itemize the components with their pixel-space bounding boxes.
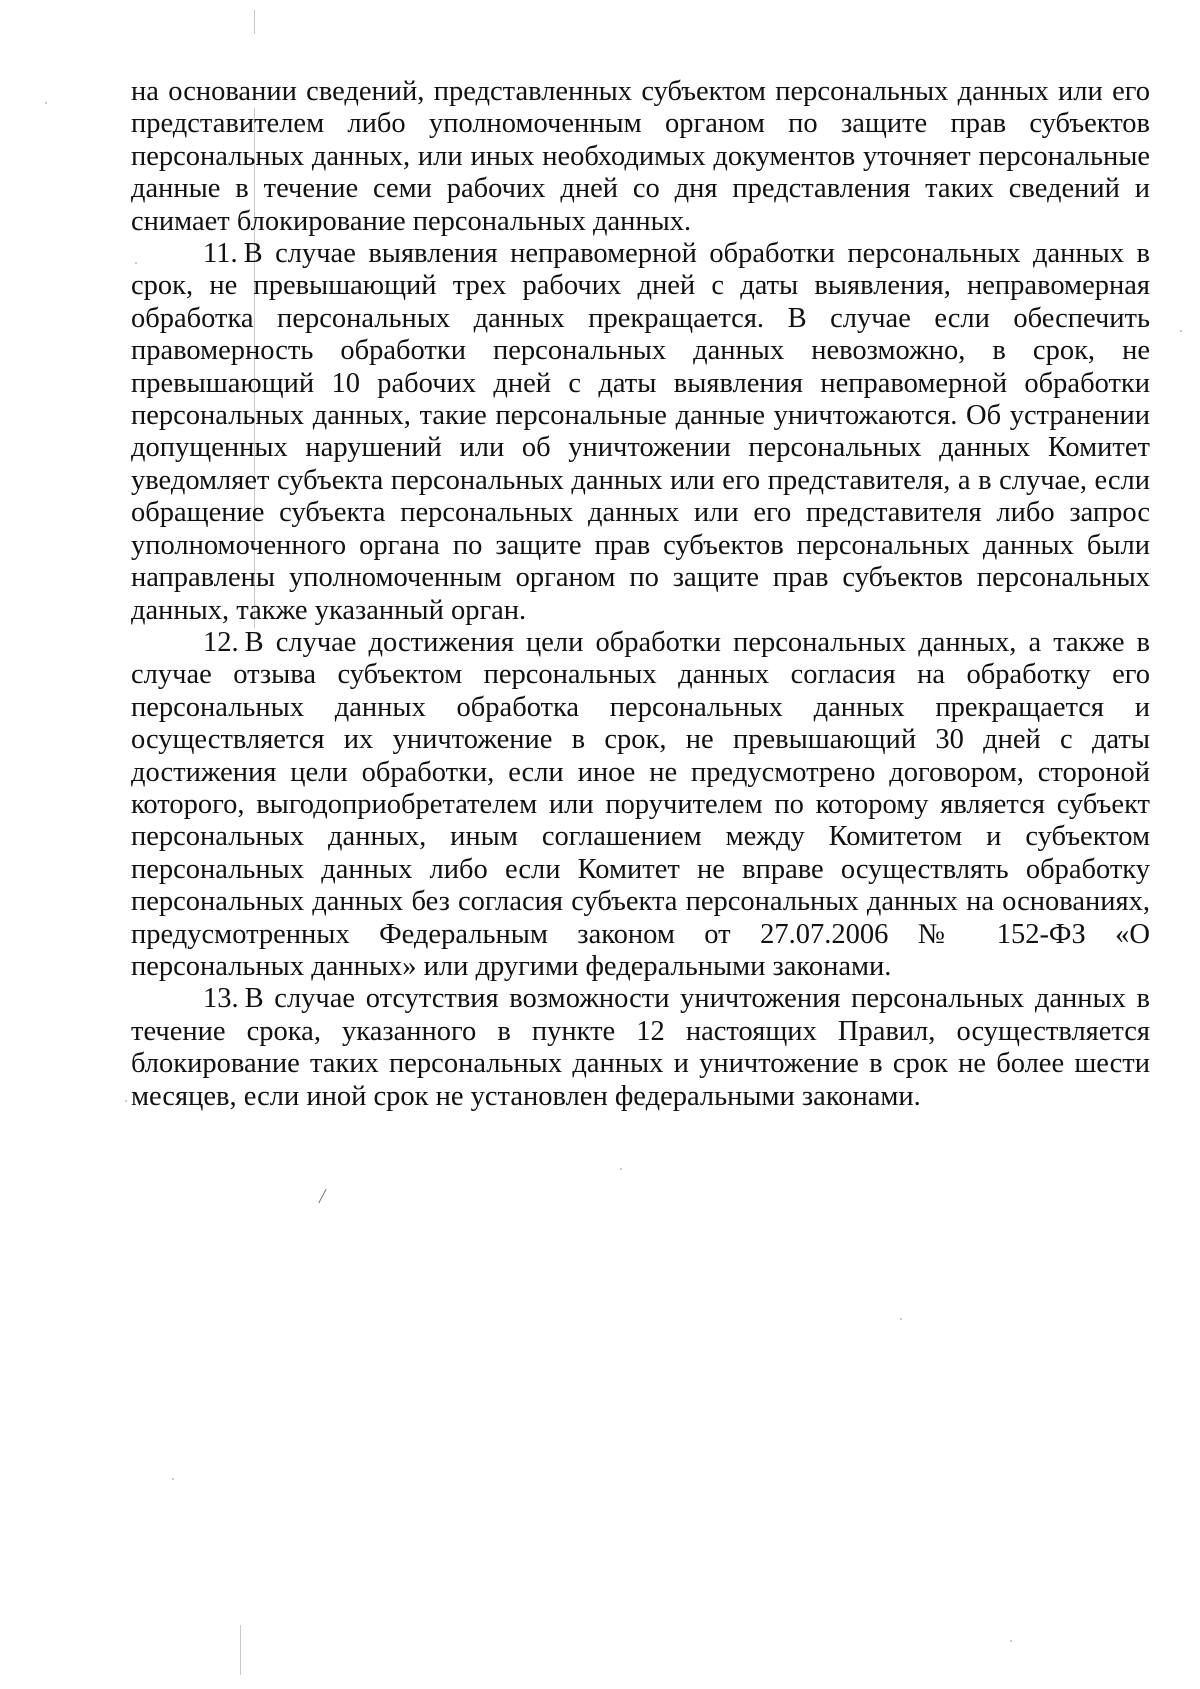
paragraph-continuation — [131, 76, 1150, 238]
paragraph-number: 11. — [203, 238, 238, 270]
scan-fold-line-bottom — [240, 1625, 241, 1675]
paragraph-11 — [131, 238, 1150, 627]
scan-pen-mark — [318, 1189, 326, 1204]
scan-speck — [125, 1100, 127, 1102]
paragraph-number: 12. — [203, 626, 239, 658]
scan-speck — [620, 1168, 622, 1170]
paragraph-13 — [131, 983, 1150, 1113]
scan-speck — [1010, 1640, 1012, 1642]
scan-speck — [172, 1478, 174, 1480]
paragraph-text: на основании сведений, представленных субъектом персональных данных или его представителем либо уполномоченным органом по защите прав субъектов персональных данных, или иных необходимых документов уточняет персональные данные в течение семи рабочих дней со дня представления таких сведений и снимает блокирование персональных данных. — [131, 76, 1150, 237]
document-body — [131, 76, 1150, 1113]
paragraph-text: В случае достижения цели обработки персональных данных, а также в случае отзыва субъектом персональных данных согласия на обработку его персональных данных обработка персональных данных прекращается и осуществляется их уничтожение в срок, не превышающий 30 дней с даты достижения цели обработки, если иное не предусмотрено договором, стороной которого, выгодоприобретателем или поручителем по которому является субъект персональных данных, иным соглашением между Комитетом и субъектом персональных данных либо если Комитет не вправе осуществлять обработку персональных данных без согласия субъекта персональных данных на основаниях, предусмотренных Федеральным законом от 27.07.2006 № 152-ФЗ «О персональных данных» или другими федеральными законами. — [131, 626, 1150, 982]
paragraph-text: В случае отсутствия возможности уничтожения персональных данных в течение срока, указанного в пункте 12 настоящих Правил, осуществляется блокирование таких персональных данных и уничтожение в срок не более шести месяцев, если иной срок не установлен федеральными законами. — [131, 983, 1150, 1112]
scan-speck — [1180, 330, 1182, 332]
scan-fold-line-top — [254, 10, 255, 34]
paragraph-number: 13. — [203, 983, 239, 1015]
scan-speck — [45, 102, 47, 104]
paragraph-12 — [131, 627, 1150, 983]
paragraph-text: В случае выявления неправомерной обработки персональных данных в срок, не превышающий трех рабочих дней с даты выявления, неправомерная обработка персональных данных прекращается. В случае если обеспечить правомерность обработки персональных данных невозможно, в срок, не превышающий 10 рабочих дней с даты выявления неправомерной обработки персональных данных, такие персональные данные уничтожаются. Об устранении допущенных нарушений или об уничтожении персональных данных Комитет уведомляет субъекта персональных данных или его представителя, а в случае, если обращение субъекта персональных данных или его представителя либо запрос уполномоченного органа по защите прав субъектов персональных данных были направлены уполномоченным органом по защите прав субъектов персональных данных, также указанный орган. — [131, 238, 1150, 626]
scan-speck — [900, 1318, 902, 1320]
